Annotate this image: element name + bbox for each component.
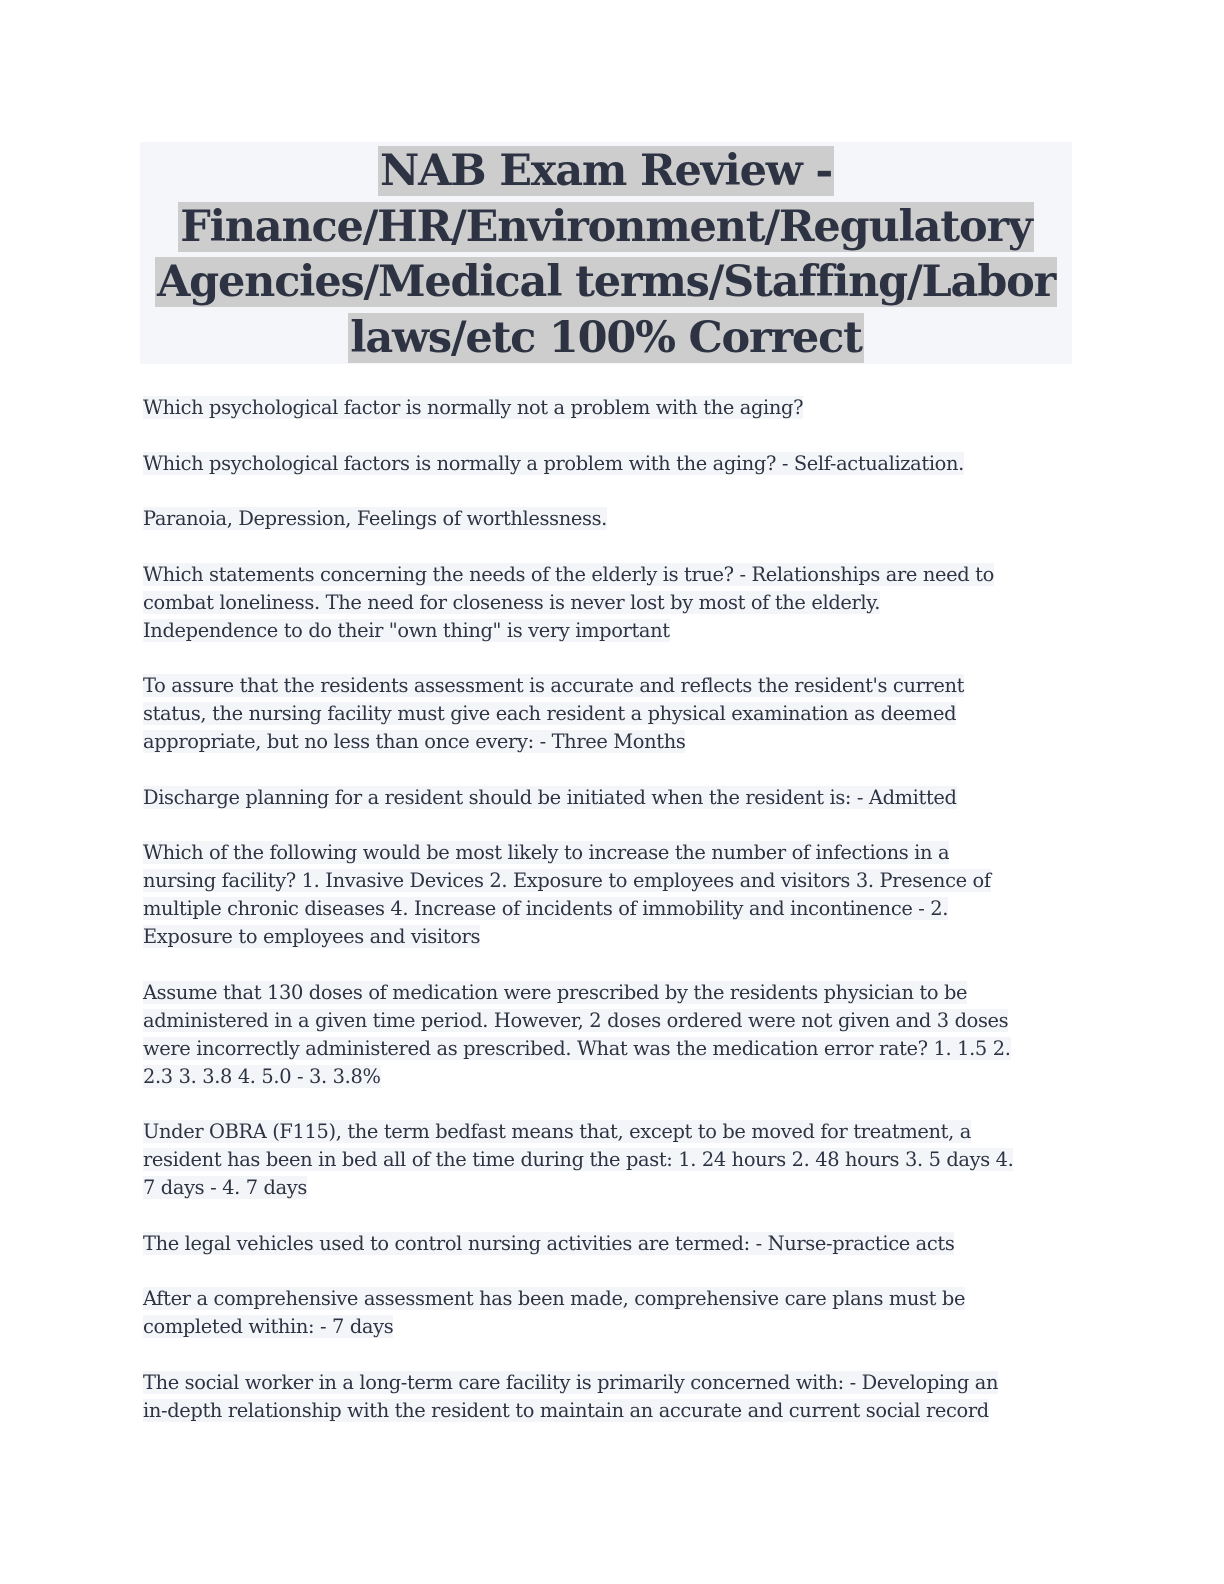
document-title [140, 142, 1072, 364]
text-line: Assume that 130 doses of medication were prescribed by the residents physician to be [143, 981, 968, 1004]
title-line: Agencies/Medical terms/Staffing/Labor [156, 257, 1056, 307]
text-line: Exposure to employees and visitors [143, 925, 481, 948]
text-line: After a comprehensive assessment has been made, comprehensive care plans must be [143, 1287, 966, 1310]
text-line: status, the nursing facility must give each resident a physical examination as deemed [143, 702, 957, 725]
text-line: nursing facility? 1. Invasive Devices 2. Exposure to employees and visitors 3. Presence of [143, 869, 991, 892]
title-line: laws/etc 100% Correct [350, 313, 862, 363]
text-line: appropriate, but no less than once every: - Three Months [143, 730, 686, 753]
paragraph [143, 450, 1073, 478]
text-line: 7 days - 4. 7 days [143, 1176, 308, 1199]
text-line: resident has been in bed all of the time during the past: 1. 24 hours 2. 48 hours 3. 5 days 4. [143, 1148, 1014, 1171]
paragraph [143, 1230, 1073, 1258]
text-line: were incorrectly administered as prescribed. What was the medication error rate? 1. 1.5 2. [143, 1037, 1011, 1060]
paragraph [143, 394, 1073, 422]
text-line: Which statements concerning the needs of the elderly is true? - Relationships are need to [143, 563, 994, 586]
text-line: Which psychological factor is normally not a problem with the aging? [143, 396, 804, 419]
text-line: Under OBRA (F115), the term bedfast means that, except to be moved for treatment, a [143, 1120, 971, 1143]
text-line: administered in a given time period. However, 2 doses ordered were not given and 3 doses [143, 1009, 1009, 1032]
paragraph [143, 505, 1073, 533]
text-line: combat loneliness. The need for closeness is never lost by most of the elderly. [143, 591, 881, 614]
text-line: in-depth relationship with the resident to maintain an accurate and current social record [143, 1399, 989, 1422]
text-line: The legal vehicles used to control nursing activities are termed: - Nurse-practice acts [143, 1232, 955, 1255]
paragraph [143, 979, 1073, 1091]
paragraph [143, 839, 1073, 951]
text-line: 2.3 3. 3.8 4. 5.0 - 3. 3.8% [143, 1065, 381, 1088]
text-line: Discharge planning for a resident should be initiated when the resident is: - Admitted [143, 786, 957, 809]
title-line: NAB Exam Review - [380, 146, 832, 196]
text-line: completed within: - 7 days [143, 1315, 394, 1338]
paragraph [143, 784, 1073, 812]
paragraph [143, 1285, 1073, 1341]
text-line: Which of the following would be most likely to increase the number of infections in a [143, 841, 950, 864]
text-line: Which psychological factors is normally a problem with the aging? - Self-actualization. [143, 452, 964, 475]
paragraph [143, 672, 1073, 756]
text-line: Paranoia, Depression, Feelings of worthlessness. [143, 507, 607, 530]
paragraph [143, 1118, 1073, 1202]
paragraph [143, 1369, 1073, 1425]
title-line: Finance/HR/Environment/Regulatory [180, 202, 1032, 252]
text-line: multiple chronic diseases 4. Increase of incidents of immobility and incontinence - 2. [143, 897, 949, 920]
text-line: To assure that the residents assessment is accurate and reflects the resident's current [143, 674, 965, 697]
text-line: The social worker in a long-term care facility is primarily concerned with: - Developing an [143, 1371, 999, 1394]
paragraph [143, 561, 1073, 645]
text-line: Independence to do their "own thing" is very important [143, 619, 670, 642]
